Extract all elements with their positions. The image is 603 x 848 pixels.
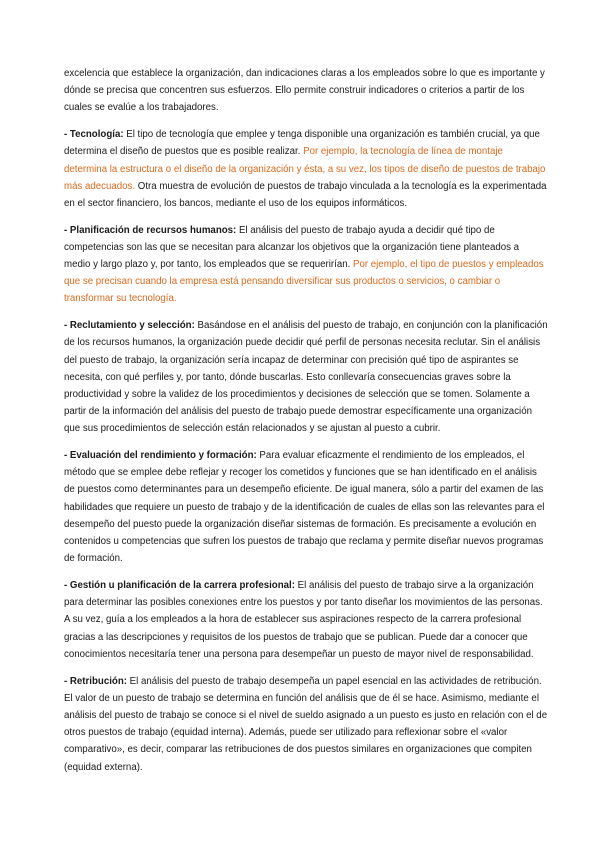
section-heading: - Reclutamiento y selección: bbox=[64, 320, 195, 332]
section-retribucion bbox=[64, 673, 548, 776]
section-heading: - Retribución: bbox=[64, 675, 127, 687]
highlighted-example: Por ejemplo, el tipo de puestos y empleados que se precisan cuando la empresa está pensando diversificar sus productos o servicios, o cambiar o transformar su tecnología. bbox=[64, 259, 544, 305]
document-page bbox=[64, 65, 548, 785]
section-heading: - Gestión u planificación de la carrera profesional: bbox=[64, 579, 295, 591]
section-evaluacion bbox=[64, 447, 548, 567]
section-tecnologia bbox=[64, 126, 548, 212]
section-heading: - Evaluación del rendimiento y formación: bbox=[64, 450, 257, 462]
section-text: El análisis del puesto de trabajo desempeña un papel esencial en las actividades de retribución. El valor de un puesto de trabajo se determina en función del análisis que de él se hace. Asimismo, mediante el análisis del puesto de trabajo se conoce si el nivel de sueldo asignado a un puesto es justo en relación con el de otros puestos de trabajo (equidad interna). Además, puede ser utilizado para reflexionar sobre el «valor comparativo», es decir, comparar las retribuciones de dos puestos similares en organizaciones que compiten (equidad externa). bbox=[64, 675, 548, 773]
section-planificacion bbox=[64, 222, 548, 308]
intro-paragraph: excelencia que establece la organización, dan indicaciones claras a los empleados sobre lo que es importante y dónde se precisa que concentren sus esfuerzos. Ello permite construir indicadores o criterios a partir de los cuales se evalúe a los trabajadores. bbox=[64, 68, 545, 114]
section-text: El tipo de tecnología que emplee y tenga disponible una organización es también crucial, ya que determina el diseño de puestos que es posible realizar. bbox=[64, 129, 540, 158]
section-carrera bbox=[64, 577, 548, 663]
section-text: Otra muestra de evolución de puestos de trabajo vinculada a la tecnología es la experimentada en el sector financiero, los bancos, mediante el uso de los equipos informáticos. bbox=[64, 180, 547, 209]
section-text: El análisis del puesto de trabajo ayuda a decidir qué tipo de competencias son las que se necesitan para alcanzar los objetivos que la organización tiene planteados a medio y largo plazo y, por tanto, los empleados que se requerirían. bbox=[64, 224, 520, 271]
section-heading: - Tecnología: bbox=[64, 129, 124, 141]
section-text: El análisis del puesto de trabajo sirve a la organización para determinar las posibles conexiones entre los puestos y por tanto diseñar los movimientos de las personas. A su vez, guía a los empleados a la hora de establecer sus aspiraciones respecto de la carrera profesional gracias a las descripciones y requisitos de los puestos de trabajo que se publican. Puede dar a conocer que conocimientos necesitaría tener una persona para desempeñar un puesto de mayor nivel de responsabilidad. bbox=[64, 579, 543, 660]
section-text: Para evaluar eficazmente el rendimiento de los empleados, el método que se emplee debe reflejar y recoger los cometidos y funciones que se han identificado en el análisis de puestos como determinantes para un desempeño eficiente. De igual manera, sólo a partir del examen de las habilidades que requiere un puesto de trabajo y de la identificación de cuales de ellas son las relevantes para el desempeño del puesto puede la organización diseñar sistemas de formación. Es precisamente a evolución en contenidos u competencias que sufren los puestos de trabajo que reclama y permite diseñar nuevos programas de formación. bbox=[64, 450, 545, 565]
section-reclutamiento bbox=[64, 317, 548, 437]
section-text: Basándose en el análisis del puesto de trabajo, en conjunción con la planificación de los recursos humanos, la organización puede decidir qué perfil de personas necesita reclutar. Sin el análisis del puesto de trabajo, la organización sería incapaz de determinar con precisión qué tipo de aspirantes se necesita, con qué perfiles y, por tanto, dónde buscarlas. Esto conllevaría consecuencias graves sobre la productividad y sobre la validez de los procedimientos y decisiones de selección que se tomen. Solamente a partir de la información del análisis del puesto de trabajo puede demostrar específicamente una organización que sus procedimientos de selección están relacionados y se ajustan al puesto a cubrir. bbox=[64, 320, 548, 435]
highlighted-example: Por ejemplo, la tecnología de línea de montaje determina la estructura o el diseño de la organización y ésta, a su vez, los tipos de diseño de puestos de trabajo más adecuados. bbox=[64, 146, 546, 192]
section-heading: - Planificación de recursos humanos: bbox=[64, 224, 237, 236]
